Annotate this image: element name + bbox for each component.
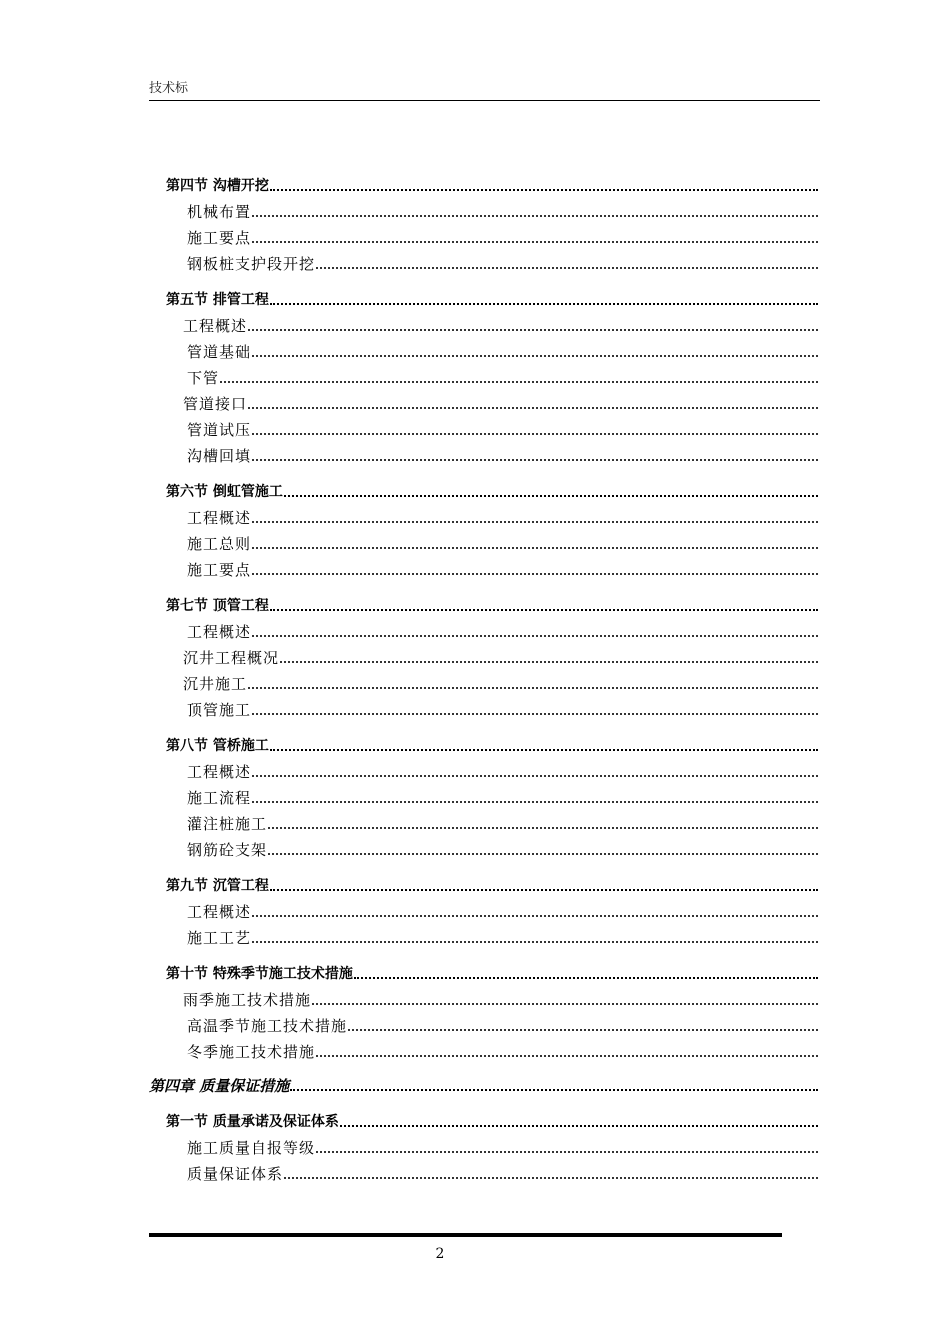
toc-item: [187, 902, 818, 922]
toc-leader-dots: [252, 915, 818, 917]
toc-entry-label: 施工要点: [187, 561, 252, 579]
toc-item: [183, 316, 818, 336]
toc-leader-dots: [316, 267, 818, 269]
toc-leader-dots: [316, 1055, 818, 1057]
toc-leader-dots: [270, 889, 818, 891]
toc-item: [187, 622, 818, 642]
toc-entry-label: 施工要点: [187, 229, 252, 247]
toc-entry-label: 第一节 质量承诺及保证体系: [166, 1114, 339, 1130]
toc-entry-label: 第八节 管桥施工: [166, 738, 269, 754]
toc-section: [166, 176, 818, 196]
toc-entry-label: 质量保证体系: [187, 1165, 284, 1183]
toc-item: [187, 446, 818, 466]
toc-item: [187, 368, 818, 388]
toc-leader-dots: [220, 381, 818, 383]
toc-entry-label: 第十节 特殊季节施工技术措施: [166, 966, 353, 982]
toc-leader-dots: [290, 1089, 818, 1091]
toc-item: [187, 928, 818, 948]
page-number: 2: [435, 1246, 445, 1262]
toc-entry-label: 工程概述: [187, 509, 252, 527]
toc-entry-label: 第四节 沟槽开挖: [166, 178, 269, 194]
toc-chapter: [149, 1076, 818, 1096]
toc-item: [187, 1042, 818, 1062]
toc-leader-dots: [252, 547, 818, 549]
toc-entry-label: 机械布置: [187, 203, 252, 221]
toc-item: [183, 990, 818, 1010]
toc-entry-label: 工程概述: [187, 763, 252, 781]
toc-entry-label: 灌注桩施工: [187, 815, 268, 833]
header-title: 技术标: [149, 81, 189, 96]
toc-entry-label: 第六节 倒虹管施工: [166, 484, 283, 500]
toc-entry-label: 施工质量自报等级: [187, 1139, 316, 1157]
toc-entry-label: 高温季节施工技术措施: [187, 1017, 348, 1035]
toc-section: [166, 964, 818, 984]
toc-entry-label: 管道接口: [183, 395, 248, 413]
toc-leader-dots: [252, 635, 818, 637]
toc-entry-label: 第四章 质量保证措施: [149, 1077, 290, 1095]
toc-section: [166, 1112, 818, 1132]
toc-item: [187, 534, 818, 554]
toc-leader-dots: [340, 1125, 818, 1127]
toc-leader-dots: [252, 775, 818, 777]
toc-entry-label: 冬季施工技术措施: [187, 1043, 316, 1061]
toc-item: [187, 420, 818, 440]
toc-item: [183, 674, 818, 694]
toc-leader-dots: [268, 853, 818, 855]
toc-entry-label: 钢筋砼支架: [187, 841, 268, 859]
toc-entry-label: 顶管施工: [187, 701, 252, 719]
toc-item: [183, 394, 818, 414]
toc-leader-dots: [248, 329, 818, 331]
toc-entry-label: 沉井工程概况: [183, 649, 280, 667]
toc-entry-label: 工程概述: [183, 317, 248, 335]
toc-leader-dots: [252, 433, 818, 435]
toc-leader-dots: [270, 303, 818, 305]
toc-leader-dots: [284, 1177, 818, 1179]
toc-entry-label: 雨季施工技术措施: [183, 991, 312, 1009]
toc-leader-dots: [354, 977, 818, 979]
toc-leader-dots: [248, 407, 818, 409]
toc-item: [187, 788, 818, 808]
toc-leader-dots: [252, 241, 818, 243]
toc-entry-label: 管道基础: [187, 343, 252, 361]
toc-leader-dots: [252, 713, 818, 715]
toc-leader-dots: [248, 687, 818, 689]
toc-leader-dots: [252, 459, 818, 461]
toc-entry-label: 第五节 排管工程: [166, 292, 269, 308]
toc-item: [187, 840, 818, 860]
toc-leader-dots: [252, 941, 818, 943]
toc-item: [187, 560, 818, 580]
toc-section: [166, 876, 818, 896]
toc-item: [187, 762, 818, 782]
toc-entry-label: 下管: [187, 369, 220, 387]
toc-entry-label: 施工流程: [187, 789, 252, 807]
toc-item: [187, 254, 818, 274]
toc-item: [187, 814, 818, 834]
toc-entry-label: 沉井施工: [183, 675, 248, 693]
toc-item: [183, 648, 818, 668]
toc-leader-dots: [252, 801, 818, 803]
toc-leader-dots: [268, 827, 818, 829]
toc-item: [187, 1138, 818, 1158]
toc-leader-dots: [316, 1151, 818, 1153]
toc-leader-dots: [270, 609, 818, 611]
toc-item: [187, 228, 818, 248]
toc-leader-dots: [312, 1003, 818, 1005]
toc-leader-dots: [252, 521, 818, 523]
toc-section: [166, 482, 818, 502]
toc-leader-dots: [348, 1029, 818, 1031]
toc-entry-label: 管道试压: [187, 421, 252, 439]
toc-entry-label: 工程概述: [187, 903, 252, 921]
toc-item: [187, 508, 818, 528]
toc-leader-dots: [270, 749, 818, 751]
toc-entry-label: 第七节 顶管工程: [166, 598, 269, 614]
toc-leader-dots: [284, 495, 818, 497]
toc-leader-dots: [280, 661, 818, 663]
toc-item: [187, 700, 818, 720]
toc-leader-dots: [252, 355, 818, 357]
toc-leader-dots: [252, 573, 818, 575]
toc-entry-label: 第九节 沉管工程: [166, 878, 269, 894]
toc-entry-label: 工程概述: [187, 623, 252, 641]
toc-item: [187, 1164, 818, 1184]
toc-entry-label: 施工工艺: [187, 929, 252, 947]
toc-entry-label: 施工总则: [187, 535, 252, 553]
toc-item: [187, 1016, 818, 1036]
toc-entry-label: 钢板桩支护段开挖: [187, 255, 316, 273]
toc-leader-dots: [252, 215, 818, 217]
toc-item: [187, 202, 818, 222]
toc-leader-dots: [270, 189, 818, 191]
toc-item: [187, 342, 818, 362]
footer-rule: [149, 1233, 782, 1237]
toc-entry-label: 沟槽回填: [187, 447, 252, 465]
toc-section: [166, 596, 818, 616]
toc-section: [166, 736, 818, 756]
toc-section: [166, 290, 818, 310]
